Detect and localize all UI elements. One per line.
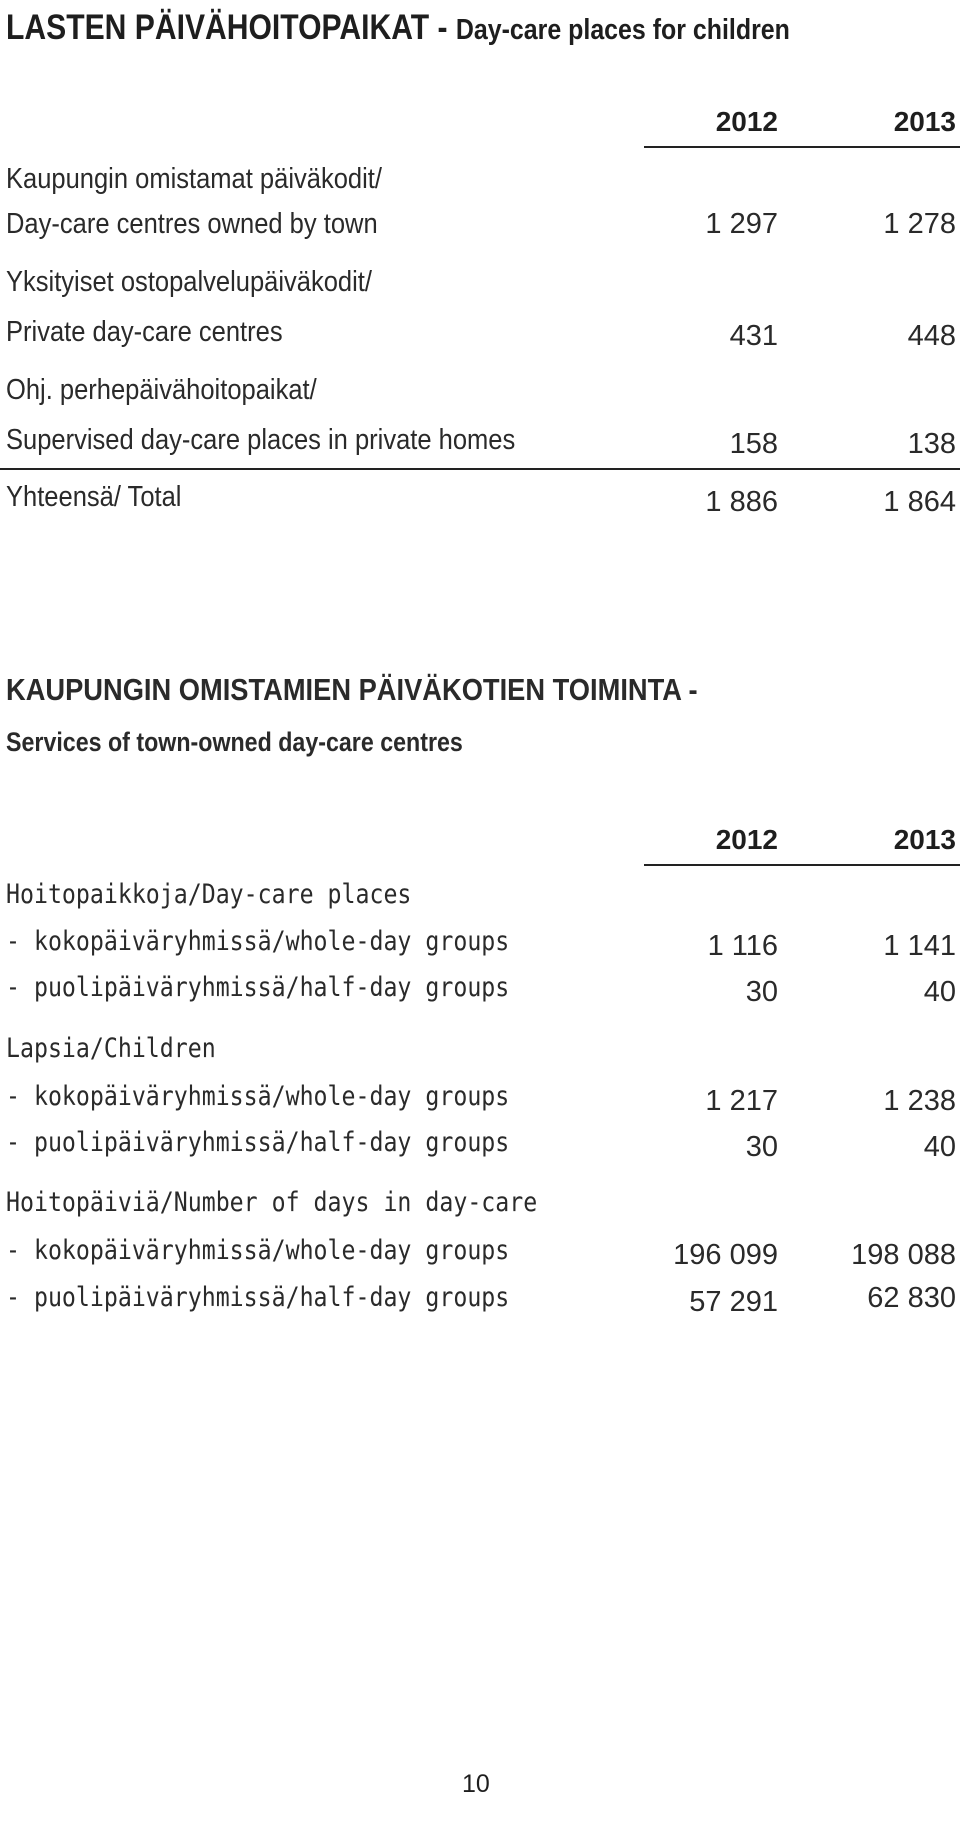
section1-title-fi: LASTEN PÄIVÄHOITOPAIKAT - [6, 8, 456, 47]
section1-title-en: Day-care places for children [455, 14, 790, 46]
s2-group2-row2-2012: 30 [745, 1131, 778, 1163]
s1-row3-2013: 138 [907, 428, 956, 460]
s2-group2-row2-2013: 40 [923, 1131, 956, 1163]
s2-group1-heading: Hoitopaikkoja/Day-care places [6, 879, 412, 910]
s2-header-rule [644, 864, 960, 866]
page-number: 10 [462, 1770, 490, 1798]
s1-row3-label-en: Supervised day-care places in private homes [6, 424, 516, 456]
s1-total-rule [0, 468, 960, 470]
s2-group2-heading: Lapsia/Children [6, 1033, 216, 1064]
s1-row2-label-en: Private day-care centres [6, 316, 283, 348]
s2-group1-row2-2013: 40 [923, 976, 956, 1008]
s2-group3-row1-2013: 198 088 [851, 1239, 956, 1271]
s1-year-2012: 2012 [715, 106, 778, 137]
s1-header-rule [644, 146, 960, 148]
s1-row1-2013: 1 278 [883, 208, 956, 240]
s1-row1-label-en: Day-care centres owned by town [6, 208, 378, 240]
s1-row2-2012: 431 [729, 320, 778, 352]
s1-total-label: Yhteensä/ Total [6, 481, 182, 513]
s2-group1-row1-2012: 1 116 [707, 930, 778, 962]
s2-group1-row2-label: - puolipäiväryhmissä/half-day groups [6, 972, 510, 1003]
s1-total-2012: 1 886 [705, 486, 778, 518]
s2-group3-row2-label: - puolipäiväryhmissä/half-day groups [6, 1282, 510, 1313]
s2-year-2013: 2013 [893, 824, 956, 855]
s1-row2-2013: 448 [907, 320, 956, 352]
s1-row3-2012: 158 [729, 428, 778, 460]
section2-title-en: Services of town-owned day-care centres [6, 727, 463, 757]
s2-group2-row1-2012: 1 217 [705, 1085, 778, 1117]
s2-group3-heading: Hoitopäiviä/Number of days in day-care [6, 1187, 538, 1218]
section2-title-fi: KAUPUNGIN OMISTAMIEN PÄIVÄKOTIEN TOIMINTA - [6, 672, 698, 707]
s2-group1-row1-2013: 1 141 [883, 930, 956, 962]
s1-row1-label-fi: Kaupungin omistamat päiväkodit/ [6, 163, 382, 195]
s2-group3-row2-2013: 62 830 [867, 1282, 956, 1314]
s2-group2-row2-label: - puolipäiväryhmissä/half-day groups [6, 1127, 510, 1158]
s2-group1-row2-2012: 30 [745, 976, 778, 1008]
s2-group3-row2-2012: 57 291 [689, 1286, 778, 1318]
s1-row1-2012: 1 297 [705, 208, 778, 240]
s1-total-2013: 1 864 [883, 486, 956, 518]
s2-group2-row1-label: - kokopäiväryhmissä/whole-day groups [6, 1081, 510, 1112]
s2-year-2012: 2012 [715, 824, 778, 855]
s1-row3-label-fi: Ohj. perhepäivähoitopaikat/ [6, 374, 317, 406]
s1-row2-label-fi: Yksityiset ostopalvelupäiväkodit/ [6, 266, 372, 298]
s2-group2-row1-2013: 1 238 [883, 1085, 956, 1117]
s2-group3-row1-label: - kokopäiväryhmissä/whole-day groups [6, 1235, 510, 1266]
section1-title [6, 8, 790, 48]
s1-year-2013: 2013 [893, 106, 956, 137]
s2-group3-row1-2012: 196 099 [673, 1239, 778, 1271]
s2-group1-row1-label: - kokopäiväryhmissä/whole-day groups [6, 926, 510, 957]
